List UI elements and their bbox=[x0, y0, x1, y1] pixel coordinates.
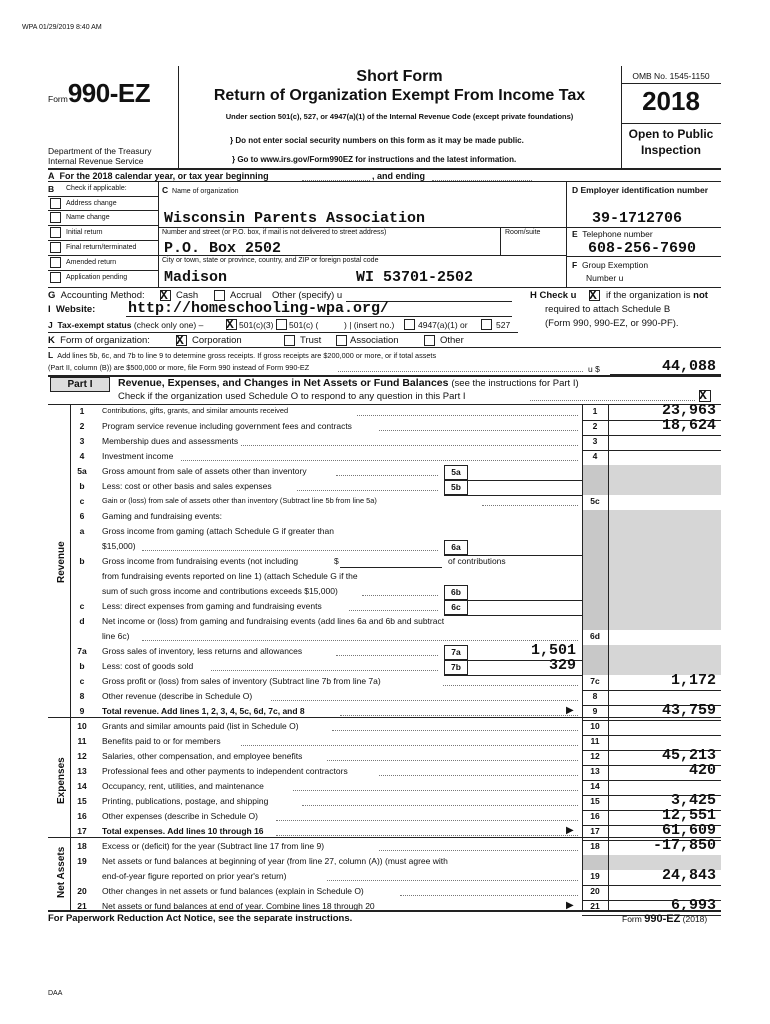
leader-dots bbox=[379, 775, 578, 776]
line-number: 16 bbox=[77, 811, 87, 821]
trust-checkbox[interactable] bbox=[284, 335, 295, 346]
ssn-warning: } Do not enter social security numbers on this form as it may be made public. bbox=[230, 136, 524, 145]
sub-box-number: 5b bbox=[451, 482, 461, 492]
line-amount-1[interactable]: 23,963 bbox=[661, 402, 716, 419]
final-return-checkbox[interactable] bbox=[50, 242, 61, 253]
line-number: 13 bbox=[77, 766, 87, 776]
sub-box-number: 7b bbox=[451, 662, 461, 672]
shaded-amount bbox=[609, 540, 721, 555]
section-a bbox=[48, 171, 269, 181]
line-description: end-of-year figure reported on prior year's return) bbox=[102, 871, 287, 881]
insert-no-label: ) | (insert no.) bbox=[344, 320, 395, 330]
address-change-checkbox[interactable] bbox=[50, 198, 61, 209]
shaded-cell bbox=[583, 585, 608, 600]
tax-exempt-status: J Tax-exempt status (check only one) – bbox=[48, 320, 204, 330]
omb-number: OMB No. 1545-1150 bbox=[632, 71, 710, 81]
line-number: 12 bbox=[77, 751, 87, 761]
ein-label: D Employer identification number bbox=[572, 185, 709, 195]
line-box-number: 14 bbox=[590, 781, 600, 791]
line-6b-field[interactable] bbox=[340, 567, 442, 568]
shaded-cell bbox=[583, 540, 608, 555]
shaded-cell bbox=[583, 855, 608, 870]
4947-checkbox[interactable] bbox=[404, 319, 415, 330]
line-description: Occupancy, rent, utilities, and maintenance bbox=[102, 781, 264, 791]
line-description: $15,000) bbox=[102, 541, 136, 551]
leader-dots bbox=[302, 805, 579, 806]
total-arrow: ▶ bbox=[566, 825, 574, 836]
line-number: b bbox=[79, 661, 85, 671]
line-number: 1 bbox=[79, 406, 85, 416]
line-box-number: 17 bbox=[590, 826, 600, 836]
line-number: 4 bbox=[79, 451, 85, 461]
sub-box-number: 6b bbox=[451, 587, 461, 597]
leader-dots bbox=[482, 505, 578, 506]
tax-year-begin-label: For the 2018 calendar year, or tax year beginning bbox=[59, 171, 269, 181]
line-box-number: 16 bbox=[590, 811, 600, 821]
corporation-mark: X bbox=[176, 333, 184, 348]
schedule-o-text: Check if the organization used Schedule O to respond to any question in this Part I bbox=[118, 391, 466, 402]
leader-dots bbox=[293, 790, 578, 791]
leader-dots bbox=[241, 445, 578, 446]
b-item-address: Address change bbox=[66, 200, 117, 207]
line-number: b bbox=[79, 481, 85, 491]
leader-dots bbox=[181, 460, 578, 461]
shaded-amount bbox=[609, 510, 721, 525]
schedule-b-line3: (Form 990, 990-EZ, or 990-PF). bbox=[545, 318, 679, 329]
b-item-pending: Application pending bbox=[66, 274, 128, 281]
form-title: Return of Organization Exempt From Income Tax bbox=[213, 87, 586, 104]
leader-dots bbox=[362, 595, 438, 596]
line-description: line 6c) bbox=[102, 631, 130, 641]
form-footer-ref: Form 990-EZ (2018) bbox=[622, 913, 708, 925]
leader-dots bbox=[211, 670, 438, 671]
sub-amount-7b[interactable]: 329 bbox=[548, 657, 576, 674]
association-label: Association bbox=[350, 335, 399, 346]
other-method-label: Other (specify) u bbox=[272, 290, 343, 301]
line-number: 20 bbox=[77, 886, 87, 896]
leader-dots bbox=[142, 550, 438, 551]
line-number: 5a bbox=[77, 466, 87, 476]
city-label: City or town, state or province, country, and ZIP or foreign postal code bbox=[162, 257, 379, 264]
total-arrow: ▶ bbox=[566, 900, 574, 911]
line-description: Other expenses (describe in Schedule O) bbox=[102, 811, 258, 821]
line-description: Program service revenue including government fees and contracts bbox=[102, 421, 352, 431]
part1-tag: Part I bbox=[50, 377, 110, 392]
line-description: Gross income from fundraising events (not including bbox=[102, 556, 299, 566]
501c-label: 501(c) ( bbox=[289, 320, 319, 330]
section-b-label: B bbox=[48, 184, 55, 194]
other-org-checkbox[interactable] bbox=[424, 335, 435, 346]
leader-dots bbox=[327, 880, 578, 881]
line-description: from fundraising events reported on line 1) (attach Schedule G if the bbox=[102, 571, 358, 581]
line-description: Grants and similar amounts paid (list in Schedule O) bbox=[102, 721, 299, 731]
line-box-number: 18 bbox=[590, 841, 600, 851]
schedule-b-mark: X bbox=[589, 288, 597, 303]
line-description: Net income or (loss) from gaming and fundraising events (add lines 6a and 6b and subtract bbox=[102, 616, 445, 626]
line-number: 15 bbox=[77, 796, 87, 806]
line-description: Gain or (loss) from sale of assets other than inventory (Subtract line 5b from line 5a) bbox=[102, 496, 377, 505]
leader-dots bbox=[276, 835, 578, 836]
daa-label: DAA bbox=[48, 990, 63, 997]
501c-checkbox[interactable] bbox=[276, 319, 287, 330]
line-amount-9[interactable]: 43,759 bbox=[661, 702, 716, 719]
line-6b-dollar: $ bbox=[334, 556, 339, 566]
street-label: Number and street (or P.O. box, if mail is not delivered to street address) bbox=[162, 229, 387, 236]
form-title-short: Short Form bbox=[356, 68, 443, 85]
shaded-amount bbox=[609, 480, 721, 495]
print-stamp: WPA 01/29/2019 8:40 AM bbox=[22, 24, 102, 31]
line-number: c bbox=[79, 496, 85, 506]
leader-dots bbox=[142, 640, 578, 641]
group-exemption: F Group Exemption Number u bbox=[572, 260, 649, 283]
line-number: 18 bbox=[77, 841, 87, 851]
sub-rule bbox=[444, 495, 582, 496]
501c3-label: 501(c)(3) bbox=[239, 320, 274, 330]
shaded-amount bbox=[609, 615, 721, 630]
leader-dots bbox=[340, 715, 578, 716]
line-6b-contrib: of contributions bbox=[448, 556, 506, 566]
tax-year: 2018 bbox=[642, 86, 700, 116]
line-box-number: 19 bbox=[590, 871, 600, 881]
line-box-number: 8 bbox=[592, 691, 598, 701]
line-description: Other revenue (describe in Schedule O) bbox=[102, 691, 253, 701]
department bbox=[48, 146, 151, 166]
line-amount-16[interactable]: 12,551 bbox=[661, 807, 716, 824]
line-number: 6 bbox=[79, 511, 85, 521]
line-description: Professional fees and other payments to independent contractors bbox=[102, 766, 348, 776]
shaded-cell bbox=[583, 510, 608, 525]
line-number: 3 bbox=[79, 436, 85, 446]
room-suite-label: Room/suite bbox=[505, 229, 541, 236]
line-amount-15[interactable]: 3,425 bbox=[670, 792, 716, 809]
shaded-amount bbox=[609, 555, 721, 570]
application-pending-checkbox[interactable] bbox=[50, 272, 61, 283]
line-amount-12[interactable]: 45,213 bbox=[661, 747, 716, 764]
side-label-net-assets: Net Assets bbox=[56, 846, 67, 898]
cash-check-mark: X bbox=[160, 288, 168, 303]
shaded-cell bbox=[583, 555, 608, 570]
line-description: Gaming and fundraising events: bbox=[102, 511, 223, 521]
shaded-cell bbox=[583, 480, 608, 495]
line-number: 9 bbox=[79, 706, 85, 716]
name-change-checkbox[interactable] bbox=[50, 212, 61, 223]
phone-label: E Telephone number bbox=[572, 229, 653, 239]
side-label-expenses: Expenses bbox=[56, 757, 67, 804]
sub-box-number: 7a bbox=[451, 647, 461, 657]
leader-dots bbox=[400, 895, 578, 896]
shaded-cell bbox=[583, 645, 608, 660]
trust-label: Trust bbox=[300, 335, 322, 346]
gross-receipts-text1: L Add lines 5b, 6c, and 7b to line 9 to determine gross receipts. If gross receipts are $200,000 or more, or if total assets bbox=[48, 350, 437, 360]
public-inspection bbox=[621, 126, 721, 158]
shaded-amount bbox=[609, 465, 721, 480]
city[interactable]: Madison bbox=[164, 269, 228, 286]
other-org-label: Other bbox=[440, 335, 464, 346]
line-amount-21[interactable]: 6,993 bbox=[670, 897, 716, 914]
line-box-number: 6d bbox=[590, 631, 600, 641]
accrual-label: Accrual bbox=[230, 290, 262, 301]
accounting-method: G Accounting Method: bbox=[48, 290, 145, 301]
shaded-cell bbox=[583, 465, 608, 480]
line-box-number: 7c bbox=[590, 676, 600, 686]
line-description: Benefits paid to or for members bbox=[102, 736, 221, 746]
line-amount-13[interactable]: 420 bbox=[688, 762, 716, 779]
check-if-applicable: Check if applicable: bbox=[66, 185, 127, 192]
line-description: Salaries, other compensation, and employee benefits bbox=[102, 751, 303, 761]
association-checkbox[interactable] bbox=[336, 335, 347, 346]
side-label-revenue: Revenue bbox=[56, 541, 67, 583]
leader-dots bbox=[443, 685, 578, 686]
line-box-number: 2 bbox=[592, 421, 598, 431]
leader-dots bbox=[327, 760, 578, 761]
shaded-cell bbox=[583, 600, 608, 615]
ein[interactable]: 39-1712706 bbox=[592, 210, 683, 227]
line-number: 14 bbox=[77, 781, 87, 791]
line-number: c bbox=[79, 601, 85, 611]
sub-box-number: 6c bbox=[451, 602, 461, 612]
line-amount-17[interactable]: 61,609 bbox=[661, 822, 716, 839]
line-description: Printing, publications, postage, and shipping bbox=[102, 796, 269, 806]
line-description: Excess or (deficit) for the year (Subtract line 17 from line 9) bbox=[102, 841, 325, 851]
line-number: 11 bbox=[77, 736, 87, 746]
line-number: 17 bbox=[77, 826, 87, 836]
line-number: 21 bbox=[77, 901, 87, 911]
part1-title: Revenue, Expenses, and Changes in Net Assets or Fund Balances (see the instructions for Part I) bbox=[118, 377, 579, 389]
leader-dots bbox=[349, 610, 438, 611]
line-description: Contributions, gifts, grants, and similar amounts received bbox=[102, 406, 289, 415]
gross-receipts-text2: (Part II, column (B)) are $500,000 or more, file Form 990 instead of Form 990-EZ bbox=[48, 363, 310, 372]
line-description: Investment income bbox=[102, 451, 174, 461]
dept-line-2: Internal Revenue Service bbox=[48, 156, 144, 166]
line-box-number: 1 bbox=[592, 406, 598, 416]
line-description: Total expenses. Add lines 10 through 16 bbox=[102, 826, 264, 836]
leader-dots bbox=[332, 730, 578, 731]
state-zip[interactable]: WI 53701-2502 bbox=[356, 269, 474, 286]
line-box-number: 21 bbox=[590, 901, 600, 911]
leader-dots bbox=[379, 430, 578, 431]
shaded-cell bbox=[583, 660, 608, 675]
line-number: b bbox=[79, 556, 85, 566]
line-number: a bbox=[79, 526, 85, 536]
line-description: Gross amount from sale of assets other than inventory bbox=[102, 466, 307, 476]
total-arrow: ▶ bbox=[566, 705, 574, 716]
shaded-amount bbox=[609, 585, 721, 600]
line-description: Membership dues and assessments bbox=[102, 436, 239, 446]
line-amount-2[interactable]: 18,624 bbox=[661, 417, 716, 434]
line-description: Total revenue. Add lines 1, 2, 3, 4, 5c, 6d, 7c, and 8 bbox=[102, 706, 305, 716]
leader-dots bbox=[336, 655, 438, 656]
irs-link-instruction: } Go to www.irs.gov/Form990EZ for instructions and the latest information. bbox=[232, 155, 517, 164]
line-description: Less: direct expenses from gaming and fundraising events bbox=[102, 601, 322, 611]
shaded-amount bbox=[609, 645, 721, 660]
gross-receipts-amount[interactable]: 44,088 bbox=[661, 358, 716, 375]
line-description: Gross income from gaming (attach Schedule G if greater than bbox=[102, 526, 334, 536]
line-box-number: 11 bbox=[590, 736, 600, 746]
line-box-number: 10 bbox=[590, 721, 600, 731]
b-item-final: Final return/terminated bbox=[66, 244, 137, 251]
dept-line-1: Department of the Treasury bbox=[48, 146, 152, 156]
leader-dots bbox=[271, 700, 578, 701]
line-number: 19 bbox=[77, 856, 87, 866]
line-number: 10 bbox=[77, 721, 87, 731]
shaded-cell bbox=[583, 570, 608, 585]
line-description: Other changes in net assets or fund balances (explain in Schedule O) bbox=[102, 886, 364, 896]
sub-box-number: 6a bbox=[451, 542, 461, 552]
line-box-number: 4 bbox=[592, 451, 598, 461]
line-amount-7c[interactable]: 1,172 bbox=[670, 672, 716, 689]
form-id bbox=[48, 78, 150, 109]
line-description: Net assets or fund balances at beginning of year (from line 27, column (A)) (must agree with bbox=[102, 856, 448, 866]
shaded-cell bbox=[583, 615, 608, 630]
phone[interactable]: 608-256-7690 bbox=[588, 240, 697, 257]
street-address[interactable]: P.O. Box 2502 bbox=[164, 240, 282, 257]
form-of-organization: K Form of organization: bbox=[48, 335, 150, 346]
line-number: 8 bbox=[79, 691, 85, 701]
leader-dots bbox=[297, 490, 438, 491]
sub-rule bbox=[444, 615, 582, 616]
line-amount-18[interactable]: -17,850 bbox=[652, 837, 716, 854]
shaded-amount bbox=[609, 525, 721, 540]
leader-dots bbox=[357, 415, 578, 416]
line-description: Gross profit or (loss) from sales of inventory (Subtract line 7b from line 7a) bbox=[102, 676, 381, 686]
initial-return-checkbox[interactable] bbox=[50, 227, 61, 238]
shaded-cell bbox=[583, 525, 608, 540]
leader-dots bbox=[379, 850, 578, 851]
line-description: sum of such gross income and contributions exceeds $15,000) bbox=[102, 586, 338, 596]
line-box-number: 20 bbox=[590, 886, 600, 896]
form-number: 990-EZ bbox=[67, 78, 151, 108]
corporation-label: Corporation bbox=[192, 335, 242, 346]
sub-box-number: 5a bbox=[451, 467, 461, 477]
line-box-number: 15 bbox=[590, 796, 600, 806]
open-public-2: Inspection bbox=[640, 143, 701, 157]
org-name[interactable]: Wisconsin Parents Association bbox=[164, 210, 426, 227]
line-description: Less: cost of goods sold bbox=[102, 661, 194, 671]
leader-dots bbox=[276, 820, 578, 821]
sub-rule bbox=[444, 675, 582, 676]
501c3-mark: X bbox=[226, 317, 234, 332]
line-box-number: 3 bbox=[592, 436, 598, 446]
shaded-amount bbox=[609, 600, 721, 615]
schedule-b-text: if the organization is not bbox=[606, 290, 708, 301]
section-a-label: A bbox=[48, 171, 55, 181]
b-item-name: Name change bbox=[66, 214, 110, 221]
527-checkbox[interactable] bbox=[481, 319, 492, 330]
form-subtitle: Under section 501(c), 527, or 4947(a)(1) of the Internal Revenue Code (except private foundations) bbox=[225, 112, 574, 121]
sub-amount-7a[interactable]: 1,501 bbox=[530, 642, 576, 659]
leader-dots bbox=[336, 475, 438, 476]
website-url[interactable]: http://homeschooling-wpa.org/ bbox=[128, 300, 390, 317]
line-description: Net assets or fund balances at end of year. Combine lines 18 through 20 bbox=[102, 901, 375, 911]
open-public-1: Open to Public bbox=[628, 127, 714, 141]
line-box-number: 12 bbox=[590, 751, 600, 761]
b-item-amended: Amended return bbox=[66, 259, 117, 266]
line-box-number: 5c bbox=[590, 496, 600, 506]
amended-return-checkbox[interactable] bbox=[50, 257, 61, 268]
line-box-number: 13 bbox=[590, 766, 600, 776]
line-number: d bbox=[79, 616, 85, 626]
schedule-b-check: H Check u bbox=[530, 290, 577, 301]
form-prefix: Form bbox=[48, 94, 68, 104]
website-label: I Website: bbox=[48, 304, 96, 315]
line-box-number: 9 bbox=[592, 706, 598, 716]
gross-receipts-arrow: u $ bbox=[588, 364, 600, 374]
cash-label: Cash bbox=[176, 290, 199, 301]
group-exemption-number-label: Number u bbox=[586, 273, 624, 283]
527-label: 527 bbox=[496, 320, 511, 330]
line-number: 7a bbox=[77, 646, 87, 656]
line-description: Less: cost or other basis and sales expenses bbox=[102, 481, 272, 491]
org-name-label: C Name of organization bbox=[162, 185, 239, 195]
schedule-o-mark: X bbox=[699, 388, 707, 403]
paperwork-notice: For Paperwork Reduction Act Notice, see the separate instructions. bbox=[48, 913, 353, 924]
schedule-b-line2: required to attach Schedule B bbox=[545, 304, 671, 315]
and-ending-label: , and ending bbox=[372, 171, 425, 181]
4947-label: 4947(a)(1) or bbox=[418, 320, 468, 330]
line-description: Gross sales of inventory, less returns and allowances bbox=[102, 646, 303, 656]
line-number: 2 bbox=[79, 421, 85, 431]
line-amount-19[interactable]: 24,843 bbox=[661, 867, 716, 884]
line-number: c bbox=[79, 676, 85, 686]
leader-dots bbox=[241, 745, 578, 746]
b-item-initial: Initial return bbox=[66, 229, 103, 236]
shaded-amount bbox=[609, 570, 721, 585]
